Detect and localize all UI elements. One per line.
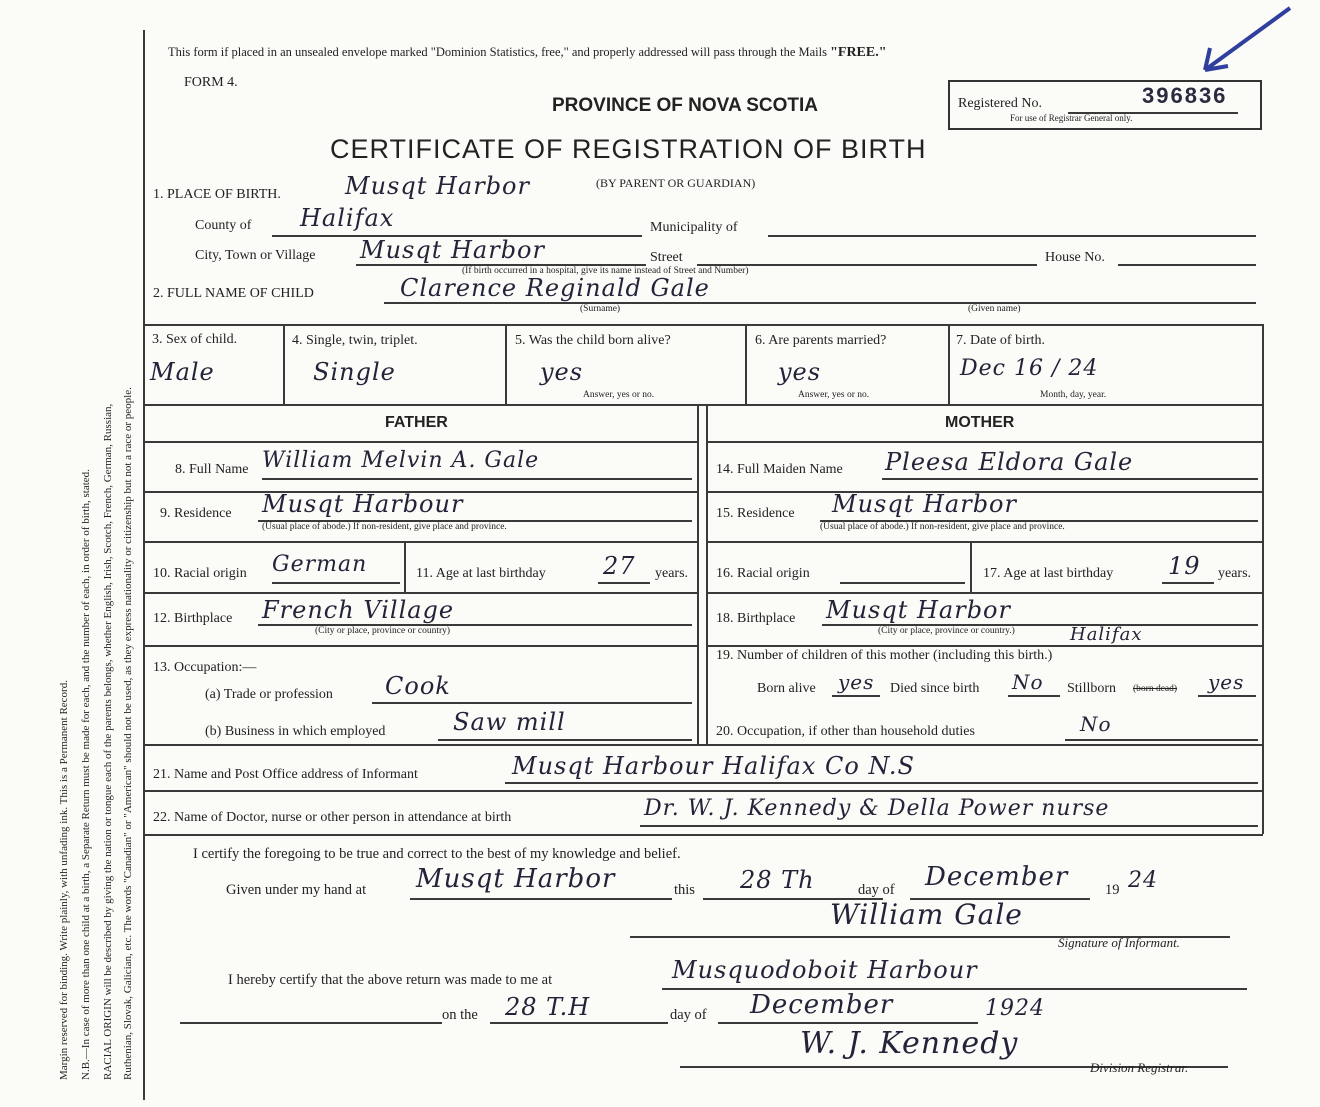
father-business-label: (b) Business in which employed [205,724,386,739]
father-age-underline [598,582,650,584]
dob-label: 7. Date of birth. [956,333,1046,348]
mother-age-value: 19 [1168,552,1201,580]
registered-label: Registered No. [958,96,1042,111]
city-value: Musqt Harbor [360,236,545,264]
mother-children-label: 19. Number of children of this mother (including this birth.) [716,648,1053,663]
certificate-title: CERTIFICATE OF REGISTRATION OF BIRTH [330,134,927,164]
margin-note-canadian: Ruthenian, Slovak, Galician, etc. The words "Canadian" or "American" should not be used, as they express nationality or citizenship but not a race or people. [122,387,134,1080]
born-alive-label: Born alive [757,681,816,696]
alive-label: 5. Was the child born alive? [515,333,671,348]
registrar-text: I hereby certify that the above return was made to me at [228,972,553,988]
mother-left-border [706,404,708,744]
hospital-note: (If birth occurred in a hospital, give its name instead of Street and Number) [462,266,749,276]
married-label: 6. Are parents married? [755,333,887,348]
mother-birthplace-label: 18. Birthplace [716,611,796,626]
father-row-12-border [143,645,697,647]
given-year-prefix: 19 [1105,882,1120,898]
father-trade-label: (a) Trade or profession [205,687,333,702]
county-value: Halifax [300,204,395,232]
died-since-birth-label: Died since birth [890,681,980,696]
father-age-unit: years. [655,566,689,581]
registrar-month-underline [718,1022,978,1024]
place-of-birth-label: 1. PLACE OF BIRTH. [153,187,281,202]
child-name-underline [384,302,1256,304]
row3-divider-4 [948,324,950,404]
municipality-label: Municipality of [650,220,738,235]
informant-underline [505,782,1258,784]
this-label: this [674,882,695,898]
stillborn-underline [1198,695,1256,697]
certify-text: I certify the foregoing to be true and correct to the best of my knowledge and belief. [193,846,681,862]
father-racial-value: German [272,552,368,577]
informant-signature-label: Signature of Informant. [1058,935,1180,950]
municipality-underline [768,235,1256,237]
single-value: Single [313,358,396,386]
registrar-signature-label: Division Registrar. [1090,1060,1189,1075]
father-trade-value: Cook [385,672,451,700]
street-label: Street [650,250,683,265]
doctor-row-border [143,834,1263,836]
stillborn-value: yes [1208,670,1245,694]
father-residence-label: 9. Residence [160,506,232,521]
born-alive-underline [832,695,880,697]
mother-row-18-border [706,645,1263,647]
mother-age-underline [1162,582,1214,584]
registered-number: 396836 [1142,83,1228,108]
mother-birthplace-value: Musqt Harbor [826,596,1011,624]
born-alive-value: yes [838,670,875,694]
registrar-on-label: on the [442,1007,478,1023]
margin-note-binding: Margin reserved for binding. Write plainly, with unfading ink. This is a Permanent Record. [58,680,70,1080]
mother-residence-note: (Usual place of abode.) If non-resident, give place and province. [820,522,1065,532]
blue-check-mark [1180,0,1300,85]
mail-note-text: This form if placed in an unsealed envelope marked "Dominion Statistics, free," and properly addressed will pass through the Mails [168,45,831,59]
father-business-underline [438,739,692,741]
alive-value: yes [540,358,584,386]
given-place-underline [410,898,672,900]
father-heading: FATHER [385,414,448,431]
margin-note-separate-return: N.B.—In case of more than one child at a birth, a Separate Return must be made for each, and the number of each, in order of birth, stated. [80,469,92,1080]
row3-divider-2 [505,324,507,404]
registrar-day-value: 28 T.H [505,993,591,1021]
mother-racial-underline [840,582,965,584]
heading-divider-mother [706,441,1263,443]
dob-value: Dec 16 / 24 [960,356,1099,381]
father-trade-underline [372,702,692,704]
informant-signature: William Gale [830,898,1023,931]
parents-bottom-border [143,744,1263,746]
certificate-subtitle: (BY PARENT OR GUARDIAN) [596,176,756,190]
registrar-year-value: 1924 [985,996,1045,1021]
married-note: Answer, yes or no. [798,390,870,400]
father-name-value: William Melvin A. Gale [262,448,540,473]
mother-name-underline [882,478,1258,480]
form-number: FORM 4. [184,75,238,90]
form-left-border [143,30,145,1100]
house-label: House No. [1045,250,1105,265]
mother-occupation-underline [1065,739,1258,741]
single-label: 4. Single, twin, triplet. [292,333,418,348]
registrar-place-underline-2 [180,1022,442,1024]
father-age-value: 27 [603,552,636,580]
father-business-value: Saw mill [453,708,566,736]
given-place-value: Musqt Harbor [416,864,616,894]
stillborn-struck-note: (born dead) [1133,684,1178,694]
registrar-place-value: Musquodoboit Harbour [672,956,978,984]
mother-residence-label: 15. Residence [716,506,795,521]
mother-birthplace-extra: Halifax [1070,624,1143,645]
father-birthplace-note: (City or place, province or country) [315,626,451,636]
province-heading: PROVINCE OF NOVA SCOTIA [552,95,819,116]
registrar-day-label: day of [670,1007,707,1023]
father-occupation-label: 13. Occupation:— [153,660,257,675]
alive-note: Answer, yes or no. [583,390,655,400]
mother-occupation-label: 20. Occupation, if other than household duties [716,724,975,739]
given-month-value: December [925,862,1069,892]
form-right-border [1262,324,1264,834]
mother-name-value: Pleesa Eldora Gale [885,448,1134,476]
doctor-label: 22. Name of Doctor, nurse or other person in attendance at birth [153,810,512,825]
died-since-birth-value: No [1012,670,1044,694]
mother-heading: MOTHER [945,414,1015,431]
given-day-label: day of [858,882,895,898]
informant-label: 21. Name and Post Office address of Informant [153,767,418,782]
mother-birthplace-note: (City or place, province or country.) [878,626,1015,636]
father-row-9-border [143,541,697,543]
margin-note-racial-origin: RACIAL ORIGIN will be described by giving the nation or tongue each of the parents belongs, whether English, Irish, Scotch, French, German, Russian, [102,403,114,1080]
surname-note: (Surname) [580,304,621,314]
father-birthplace-value: French Village [262,596,455,624]
given-name-note: (Given name) [968,304,1021,314]
father-residence-note: (Usual place of abode.) If non-resident, give place and province. [262,522,507,532]
county-label: County of [195,218,252,233]
registrar-day-underline [490,1022,668,1024]
father-residence-value: Musqt Harbour [262,490,464,518]
father-birthplace-label: 12. Birthplace [153,611,233,626]
row3-top-border [143,324,1263,326]
mother-row-15-border [706,541,1263,543]
given-under-label: Given under my hand at [226,882,367,898]
heading-divider-father [143,441,697,443]
father-racial-label: 10. Racial origin [153,566,247,581]
father-right-border [697,404,699,744]
mother-residence-value: Musqt Harbor [832,490,1017,518]
mother-age-label: 17. Age at last birthday [983,566,1114,581]
city-label: City, Town or Village [195,248,316,263]
mother-racial-label: 16. Racial origin [716,566,810,581]
registrar-signature: W. J. Kennedy [800,1026,1019,1061]
dob-note: Month, day, year. [1040,390,1107,400]
mother-age-unit: years. [1218,566,1252,581]
doctor-value: Dr. W. J. Kennedy & Della Power nurse [644,796,1110,821]
stillborn-label: Stillborn [1067,681,1117,696]
row3-divider-3 [745,324,747,404]
child-name-label: 2. FULL NAME OF CHILD [153,286,314,301]
given-year-value: 24 [1128,868,1158,893]
mother-name-label: 14. Full Maiden Name [716,462,843,477]
mail-note [168,45,887,61]
registrar-note: For use of Registrar General only. [1010,113,1133,123]
sex-label: 3. Sex of child. [152,332,238,347]
place-of-birth-value: Musqt Harbor [345,172,530,200]
house-underline [1118,264,1256,266]
father-name-underline [262,478,692,480]
father-racial-underline [272,582,400,584]
married-value: yes [778,358,822,386]
father-row-10-border [143,592,697,594]
died-since-birth-underline [1008,695,1060,697]
child-name-value: Clarence Reginald Gale [400,274,710,302]
mother-row-16-border [706,592,1263,594]
mother-racial-divider [970,541,972,592]
row3-bottom-border [143,404,1263,406]
sex-value: Male [150,358,215,386]
father-name-label: 8. Full Name [175,462,249,477]
row3-divider-1 [283,324,285,404]
given-day-value: 28 Th [740,866,815,894]
registrar-month-value: December [750,990,894,1020]
informant-value: Musqt Harbour Halifax Co N.S [512,752,915,780]
father-age-label: 11. Age at last birthday [416,566,546,581]
doctor-underline [640,825,1258,827]
father-racial-divider [404,541,406,592]
mail-note-free: "FREE." [830,45,887,60]
informant-row-border [143,790,1263,792]
mother-occupation-value: No [1080,712,1112,736]
